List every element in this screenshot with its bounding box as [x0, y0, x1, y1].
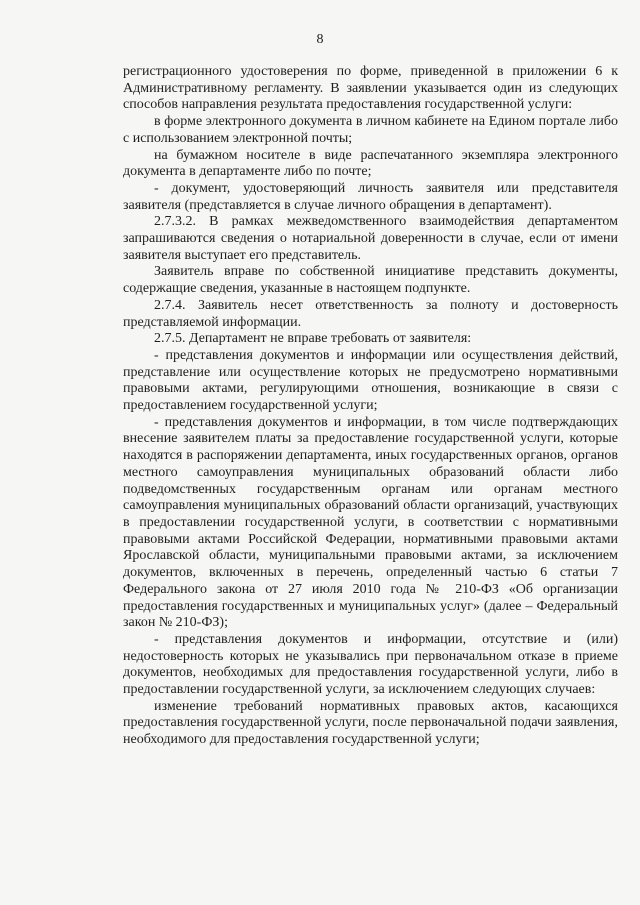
paragraph-8: 2.7.5. Департамент не вправе требовать от заявителя:: [154, 331, 472, 347]
paragraph-1: регистрационного удостоверения по форме, приведенной в приложении 6 к Административному регламенту. В заявлении указывается один из следующих способов направления результата предоставления государственной услуги:: [123, 64, 618, 113]
page-number: 8: [316, 32, 324, 47]
paragraph-3: на бумажном носителе в виде распечатанного экземпляра электронного документа в департаменте либо по почте;: [123, 147, 618, 180]
paragraph-6: Заявитель вправе по собственной инициативе представить документы, содержащие сведения, указанные в настоящем подпункте.: [123, 264, 618, 297]
paragraph-4: - документ, удостоверяющий личность заявителя или представителя заявителя (представляется в случае личного обращения в департамент).: [123, 180, 618, 213]
paragraph-9: - представления документов и информации или осуществления действий, представление или осуществление которых не предусмотрено нормативными правовыми актами, регулирующими отношения, возникающие в связи с предоставлением государственной услуги;: [123, 347, 618, 414]
document-body: [123, 64, 618, 749]
paragraph-2: в форме электронного документа в личном кабинете на Едином портале либо с использованием электронной почты;: [123, 114, 618, 146]
paragraph-12: изменение требований нормативных правовых актов, касающихся предоставления государственной услуги, после первоначальной подачи заявления, необходимого для предоставления государственной услуги;: [123, 698, 618, 748]
paragraph-10: - представления документов и информации, в том числе подтверждающих внесение заявителем платы за предоставление государственной услуги, которые находятся в распоряжении департамента, иных государственных органов, органов местного самоуправления муниципальных образований области либо подведомственных государственным органам или органам местного самоуправления муниципальных образований области организаций, участвующих в предоставлении государственной услуги, в соответствии с нормативными правовыми актами Российской Федерации, нормативными правовыми актами Ярославской области, муниципальными правовыми актами, за исключением документов, включенных в перечень, определенный частью 6 статьи 7 Федерального закона от 27 июля 2010 года № 210-ФЗ «Об организации предоставления государственных и муниципальных услуг» (далее – Федеральный закон № 210-ФЗ);: [123, 414, 618, 631]
paragraph-7: 2.7.4. Заявитель несет ответственность за полноту и достоверность представляемой информации.: [123, 297, 618, 330]
paragraph-5: 2.7.3.2. В рамках межведомственного взаимодействия департаментом запрашиваются сведения о нотариальной доверенности в случае, если от имени заявителя выступает его представитель.: [123, 214, 618, 263]
paragraph-11: - представления документов и информации, отсутствие и (или) недостоверность которых не указывались при первоначальном отказе в приеме документов, необходимых для предоставления государственной услуги, либо в предоставлении государственной услуги, за исключением следующих случаев:: [123, 631, 618, 698]
